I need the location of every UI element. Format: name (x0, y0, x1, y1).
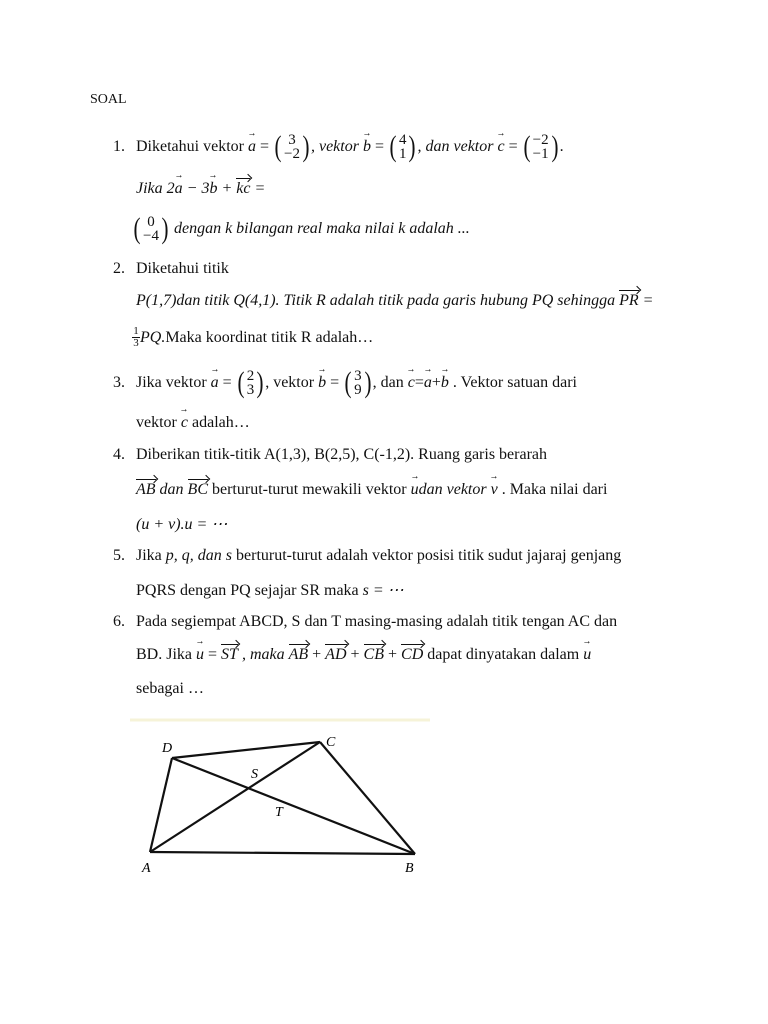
question-1-number: 1. (113, 138, 125, 155)
q1-sep2: , dan vektor (417, 138, 494, 155)
label-b: B (405, 861, 414, 876)
label-s: S (251, 767, 258, 782)
question-1-line-3: ( 0 −4 ) dengan k bilangan real maka nilai k adalah ... (133, 212, 470, 245)
label-d: D (162, 741, 173, 756)
edge-da (150, 758, 172, 852)
question-4-line-2: AB dan BC berturut-turut mewakili vektor → udan vektor → v . Maka nilai dari (136, 481, 607, 499)
vector-a-column: 3 −2 (284, 132, 300, 162)
fraction-one-third: $\frac{1}{3}$ (133, 325, 139, 349)
label-a: A (142, 861, 151, 876)
question-3-number: 3. (113, 374, 125, 391)
label-t: T (275, 805, 283, 820)
question-1-line-2: Jika 2→ a − 3→ b + kc = (136, 180, 265, 198)
q1-sep1: , vektor (310, 138, 359, 155)
edge-ab (150, 852, 415, 854)
diagonal-db (172, 758, 415, 854)
question-3-line-1: Jika vektor → a = ( 2 3 ) , vektor → b = ( 3 9 ) , dan → c = → a + → b . Vektor satuan dari (136, 364, 577, 402)
question-4-line-3: (u + v).u = ⋯ (136, 516, 228, 533)
result-column: 0 −4 (143, 214, 159, 244)
question-3-line-2: vektor → c adalah… (136, 414, 250, 432)
vector-pr: PR (619, 292, 639, 309)
question-2-line-1: Diketahui titik (136, 260, 229, 277)
section-heading: SOAL (90, 92, 127, 107)
label-c: C (326, 735, 336, 750)
vector-b: → b (363, 138, 371, 156)
question-4-number: 4. (113, 446, 125, 463)
question-6-line-3: sebagai … (136, 680, 204, 697)
question-1-line-1: Diketahui vektor → a = ( 3 −2 ) , vektor → b = ( 4 1 ) , dan vektor → c = ( −2 −1 ) . (136, 130, 564, 164)
question-6-line-1: Pada segiempat ABCD, S dan T masing-masing adalah titik tengan AC dan (136, 613, 618, 630)
question-5-line-1: Jika p, q, dan s berturut-turut adalah vektor posisi titik sudut jajaraj genjang (136, 547, 622, 564)
edge-cb (320, 742, 415, 854)
question-2-line-3: $\frac{1}{3}$ PQ. Maka koordinat titik R adalah… (133, 325, 374, 349)
question-2-number: 2. (113, 260, 125, 277)
question-2-line-2: P(1,7)dan titik Q(4,1). Titik R adalah titik pada garis hubung PQ sehingga PR = (136, 292, 654, 309)
question-5-line-2: PQRS dengan PQ sejajar SR maka s = ⋯ (136, 582, 404, 599)
vector-c-column: −2 −1 (532, 132, 549, 162)
question-6-number: 6. (113, 613, 125, 630)
question-5-number: 5. (113, 547, 125, 564)
question-4-line-1: Diberikan titik-titik A(1,3), B(2,5), C(-1,2). Ruang garis berarah (136, 446, 548, 463)
question-6-line-2: BD. Jika → u = ST , maka AB + AD + CB + CD dapat dinyatakan dalam → u (136, 646, 591, 664)
vector-a: → a (248, 138, 256, 156)
vector-c: → c (497, 138, 504, 156)
q1-intro: Diketahui vektor (136, 138, 244, 155)
vector-b-column: 4 1 (398, 132, 407, 162)
quadrilateral-figure (130, 718, 430, 880)
